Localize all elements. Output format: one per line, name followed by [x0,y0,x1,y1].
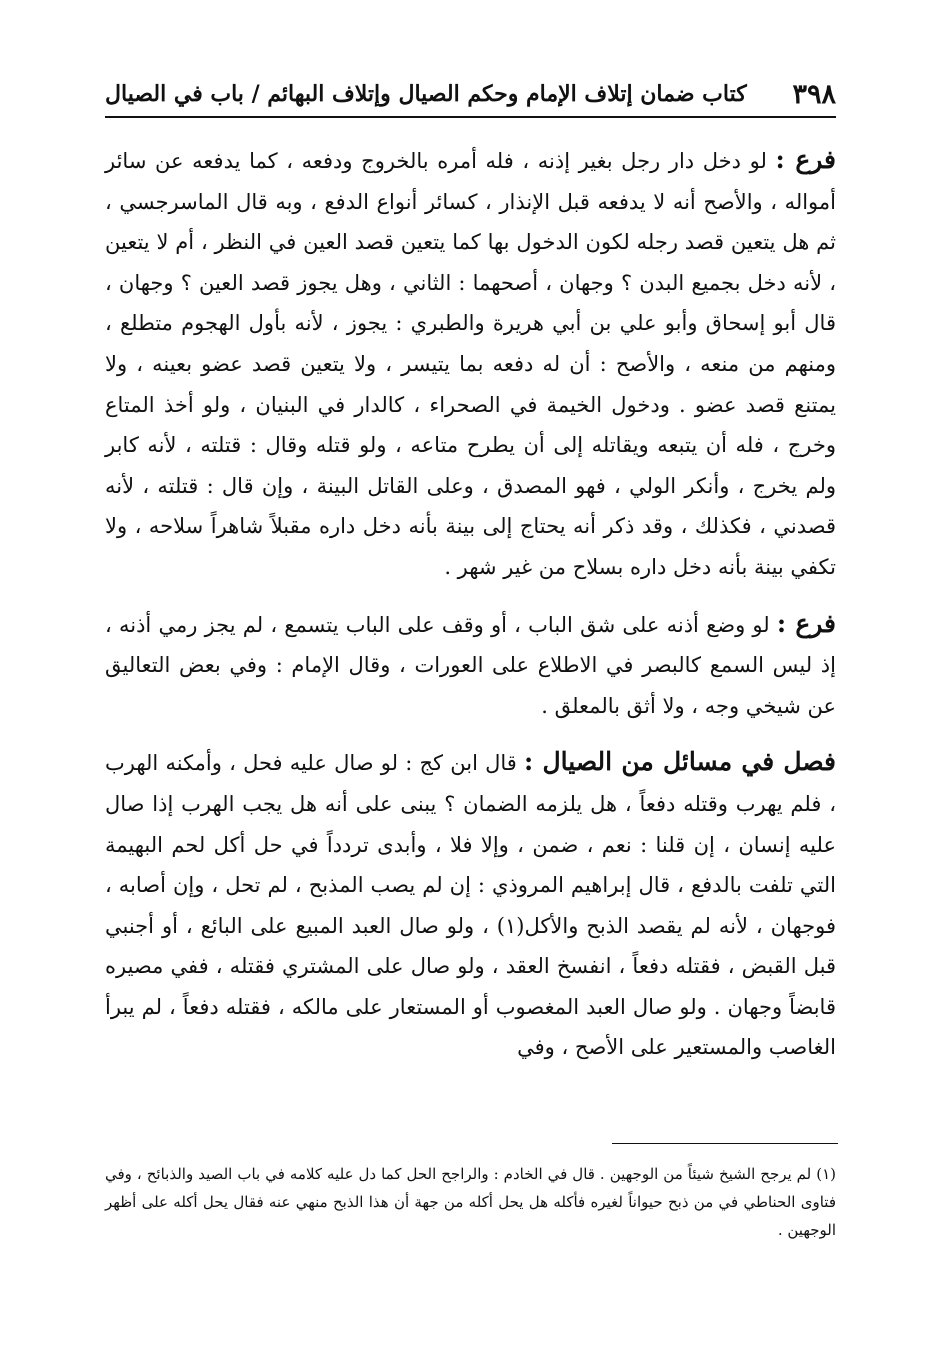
paragraph-heading: فرع : [775,145,836,174]
paragraph-text: لو دخل دار رجل بغير إذنه ، فله أمره بالخروج ودفعه ، كما يدفعه عن سائر أمواله ، والأصح أنه لا يدفعه قبل الإنذار ، كسائر أنواع الدفع ، وبه قال الماسرجسي ، ثم هل يتعين قصد رجله لكون الدخول بها كما يتعين قصد العين في النظر ، أم لا يتعين ، لأنه دخل بجميع البدن ؟ وجهان ، أصحهما : الثاني ، وهل يجوز قصد العين ؟ وجهان ، قال أبو إسحاق وأبو علي بن أبي هريرة والطبري : يجوز ، لأنه بأول الهجوم متطلع ، ومنهم من منعه ، والأصح : أن له دفعه بما يتيسر ، ولا يتعين قصد عضو بعينه ، ولا يمتنع قصد عضو . ودخول الخيمة في الصحراء ، كالدار في البنيان ، ولو أخذ المتاع وخرج ، فله أن يتبعه ويقاتله إلى أن يطرح متاعه ، ولو قتله وقال : قتلته ، لأنه كابر ولم يخرج ، وأنكر الولي ، فهو المصدق ، وعلى القاتل البينة ، وإن قال : قتلته ، لأنه قصدني ، فكذلك ، وقد ذكر أنه يحتاج إلى بينة بأنه دخل داره مقبلاً شاهراً سلاحه ، ولا تكفي بينة بأنه دخل داره بسلاح من غير شهر . [105,149,836,579]
page-header [105,72,836,116]
paragraph-heading: فرع : [776,608,837,638]
main-text [105,140,836,1084]
page-number: ٣٩٨ [792,78,836,110]
footnote [105,1160,836,1244]
paragraph-far-udhun [105,604,836,727]
section-heading: فصل في مسائل من الصيال : [524,747,836,777]
header-rule [105,116,836,118]
paragraph-far-dar [105,140,836,588]
paragraph-text: قال ابن كج : لو صال عليه فحل ، وأمكنه الهرب ، فلم يهرب وقتله دفعاً ، هل يلزمه الضمان ؟ يبنى على أنه هل يجب الهرب إذا صال عليه إنسان ، إن قلنا : نعم ، ضمن ، وإلا فلا ، وأبدى تردداً في حل أكل لحم البهيمة التي تلفت بالدفع ، قال إبراهيم المروذي : إن لم يصب المذبح ، لم تحل ، وإن أصابه ، فوجهان ، لأنه لم يقصد الذبح والأكل(١) ، ولو صال العبد المبيع على البائع ، أو أجنبي قبل القبض ، فقتله دفعاً ، انفسخ العقد ، ولو صال على المشتري فقتله ، ففي مصيره قابضاً وجهان . ولو صال العبد المغصوب أو المستعار على مالكه ، فقتله دفعاً ، لم يبرأ الغاصب والمستعير على الأصح ، وفي [105,751,836,1060]
footnote-rule [612,1143,838,1144]
footnote-text: (١) لم يرجح الشيخ شيئاً من الوجهين . قال في الخادم : والراجح الحل كما دل عليه كلامه في باب الصيد والذبائح ، وفي فتاوى الحناطي في من ذبح حيواناً لغيره فأكله هل يحل أكله من جهة أن هذا الذبح منهي عنه فقال يحل أكله على أظهر الوجهين . [105,1165,836,1239]
paragraph-fasl-siyal [105,742,836,1068]
paragraph-text: لو وضع أذنه على شق الباب ، أو وقف على الباب يتسمع ، لم يجز رمي أذنه ، إذ ليس السمع كالبصر في الاطلاع على العورات ، وقال الإمام : وفي بعض التعاليق عن شيخي وجه ، ولا أثق بالمعلق . [105,612,836,718]
running-title: كتاب ضمان إتلاف الإمام وحكم الصيال وإتلاف البهائم / باب في الصيال [105,81,747,107]
